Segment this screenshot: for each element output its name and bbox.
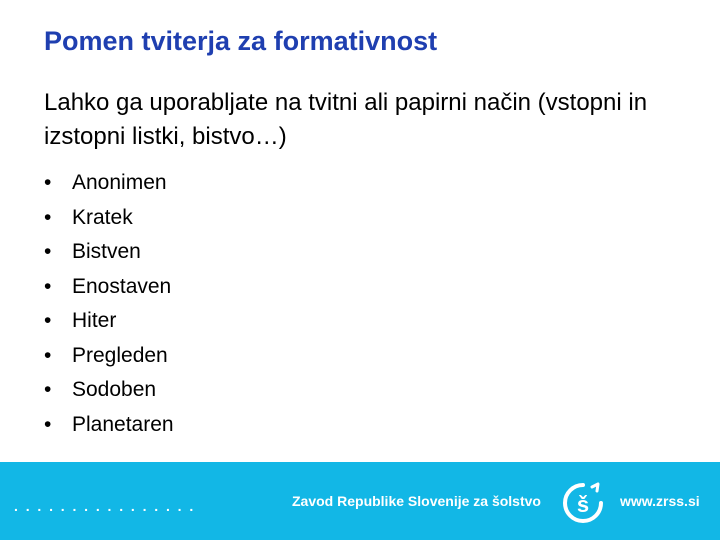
website-link[interactable]: www.zrss.si [620,493,700,509]
list-item [44,235,174,270]
bullet-marker: • [44,378,52,401]
list-item [44,373,174,408]
bullet-marker: • [44,240,52,263]
list-item [44,270,174,305]
list-item-label: Hiter [72,309,117,332]
list-item [44,408,174,443]
list-item-label: Pregleden [72,343,168,367]
bullet-marker: • [44,205,52,229]
footer-bar [0,462,720,540]
bullet-list [44,166,174,442]
list-item-label: Bistven [72,240,141,263]
list-item [44,166,174,201]
list-item-label: Sodoben [72,378,157,401]
list-item [44,339,174,374]
zrss-s-logo-icon [561,481,605,525]
organization-name: Zavod Republike Slovenije za šolstvo [292,493,541,509]
list-item-label: Planetaren [72,412,174,436]
bullet-marker: • [44,412,52,436]
slide-title: Pomen tviterja za formativnost [44,26,438,56]
intro-text: Lahko ga uporabljate na tvitni ali papirni način (vstopni in izstopni listki, bistvo…) [44,89,648,150]
list-item-label: Anonimen [72,171,167,194]
footer-dots: ................ [14,498,202,514]
list-item-label: Enostaven [72,274,172,298]
list-item-label: Kratek [72,205,133,229]
bullet-marker: • [44,309,52,332]
bullet-marker: • [44,274,52,298]
list-item [44,201,174,236]
bullet-marker: • [44,171,52,194]
bullet-marker: • [44,343,52,367]
list-item [44,304,174,339]
svg-text:š: š [576,492,590,517]
